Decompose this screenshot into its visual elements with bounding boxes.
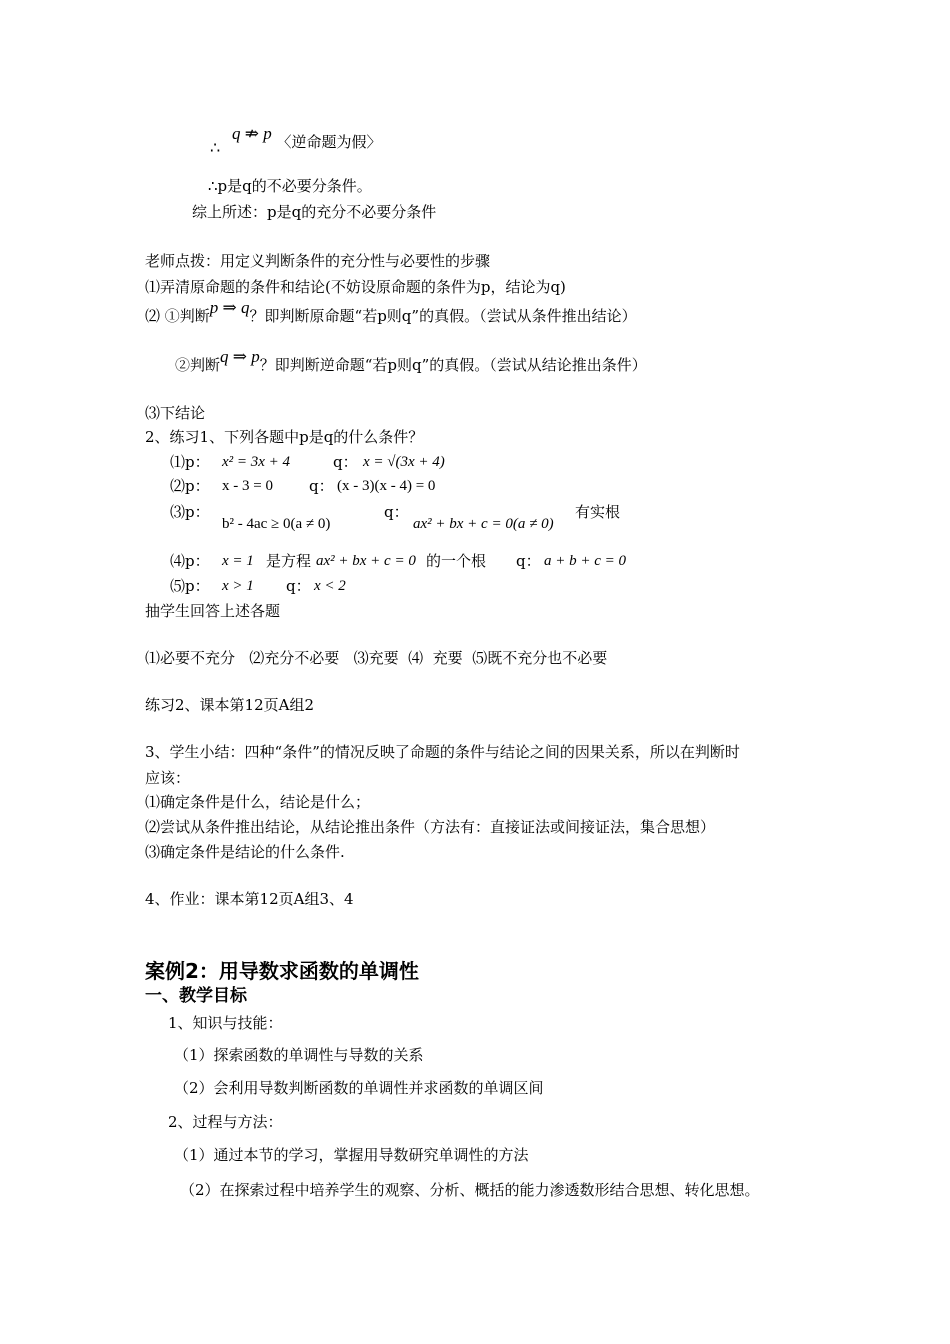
case2-sub2-item-2: （2）在探索过程中培养学生的观察、分析、概括的能力渗透数形结合思想、转化思想。 xyxy=(180,1181,760,1199)
exercise1-item-5 xyxy=(170,576,346,596)
exercise1-item-1 xyxy=(170,452,445,472)
exercise1-title: 2、练习1、下列各题中p是q的什么条件？ xyxy=(145,428,424,446)
converse-line xyxy=(232,124,382,152)
step2-prefix: ⑵ ①判断 xyxy=(145,307,210,325)
case2-sub1-item-2: （2）会利用导数判断函数的单调性并求函数的单调区间 xyxy=(174,1079,544,1097)
item-q: x = √(3x + 4) xyxy=(363,454,445,470)
item-num: ⑵p： xyxy=(170,477,210,495)
item-p: x > 1 xyxy=(222,578,254,594)
item-suffix: 有实根 xyxy=(575,503,621,521)
step2b-prefix: ②判断 xyxy=(175,356,221,374)
exercise1-item-3 xyxy=(170,502,621,532)
summary3-item3: ⑶确定条件是结论的什么条件. xyxy=(145,843,345,861)
teacher-tips-step1: ⑴弄清原命题的条件和结论(不妨设原命题的条件为p，结论为q) xyxy=(145,278,566,296)
exercise1-item-4 xyxy=(170,551,627,571)
case2-title: 案例2：用导数求函数的单调性 xyxy=(145,959,419,983)
step2b-text: ？即判断逆命题“若p则q”的真假。（尝试从结论推出条件） xyxy=(259,356,647,374)
item-tail: 的一个根 xyxy=(426,552,487,570)
exercise1-answers: ⑴必要不充分 ⑵充分不必要 ⑶充要 ⑷ 充要 ⑸既不充分也不必要 xyxy=(145,649,608,667)
case2-sub2-item-1: （1）通过本节的学习，掌握用导数研究单调性的方法 xyxy=(174,1146,529,1164)
therefore-symbol: ∴ xyxy=(210,138,221,157)
exercise1-prompt: 抽学生回答上述各题 xyxy=(145,602,281,620)
case2-sub1-item-1: （1）探索函数的单调性与导数的关系 xyxy=(174,1046,424,1064)
item-mid: 是方程 xyxy=(266,552,312,570)
item-q-label: q： xyxy=(286,577,311,595)
teacher-tips-step3: ⑶下结论 xyxy=(145,404,206,422)
item-q: a + b + c = 0 xyxy=(544,553,627,569)
item-p: x - 3 = 0 xyxy=(222,478,273,494)
item-q-label: q： xyxy=(384,503,409,521)
item-num: ⑶p： xyxy=(170,503,210,521)
item-q: (x - 3)(x - 4) = 0 xyxy=(337,478,436,494)
item-p: b² - 4ac ≥ 0(a ≠ 0) xyxy=(222,516,331,532)
item-eq: ax² + bx + c = 0 xyxy=(316,553,416,569)
summary3-line2: 应该： xyxy=(145,769,191,787)
item-num: ⑴p： xyxy=(170,453,210,471)
summary3-item1: ⑴确定条件是什么，结论是什么； xyxy=(145,793,371,811)
converse-false-text: 〈逆命题为假〉 xyxy=(276,133,382,151)
teacher-tips-title: 老师点拨：用定义判断条件的充分性与必要性的步骤 xyxy=(145,252,491,270)
p-implies-q: p ⇒ q xyxy=(209,298,250,317)
item-q-label: q： xyxy=(333,453,358,471)
case2-sub1: 1、知识与技能： xyxy=(168,1014,283,1032)
summary-line: 综上所述：p是q的充分不必要分条件 xyxy=(192,203,437,221)
case2-section1: 一、教学目标 xyxy=(145,986,247,1006)
q-implies-p: q ⇒ p xyxy=(220,347,260,366)
item-p: x² = 3x + 4 xyxy=(222,454,291,470)
exercise1-item-2 xyxy=(170,476,436,496)
teacher-tips-step2 xyxy=(145,298,637,326)
item-q: x < 2 xyxy=(314,578,346,594)
summary3-item2: ⑵尝试从条件推出结论，从结论推出条件（方法有：直接证法或间接证法，集合思想） xyxy=(145,818,716,836)
step2-text: ？即判断原命题“若p则q”的真假。（尝试从条件推出结论） xyxy=(249,307,637,325)
teacher-tips-step2b xyxy=(175,347,647,375)
q-not-implies-p: q ⇏ p xyxy=(232,124,272,143)
item-q: ax² + bx + c = 0(a ≠ 0) xyxy=(413,516,554,532)
item-p: x = 1 xyxy=(222,553,254,569)
homework: 4、作业：课本第12页A组3、4 xyxy=(145,890,354,908)
item-num: ⑸p： xyxy=(170,577,210,595)
summary3-line1: 3、学生小结：四种“条件”的情况反映了命题的条件与结论之间的因果关系，所以在判断时 xyxy=(145,743,740,761)
item-num: ⑷p： xyxy=(170,552,210,570)
item-q-label: q： xyxy=(516,552,541,570)
exercise2: 练习2、课本第12页A组2 xyxy=(145,696,315,714)
item-q-label: q： xyxy=(309,477,334,495)
case2-sub2: 2、过程与方法： xyxy=(168,1113,283,1131)
not-necessary-line: ∴p是q的不必要分条件。 xyxy=(208,177,372,195)
